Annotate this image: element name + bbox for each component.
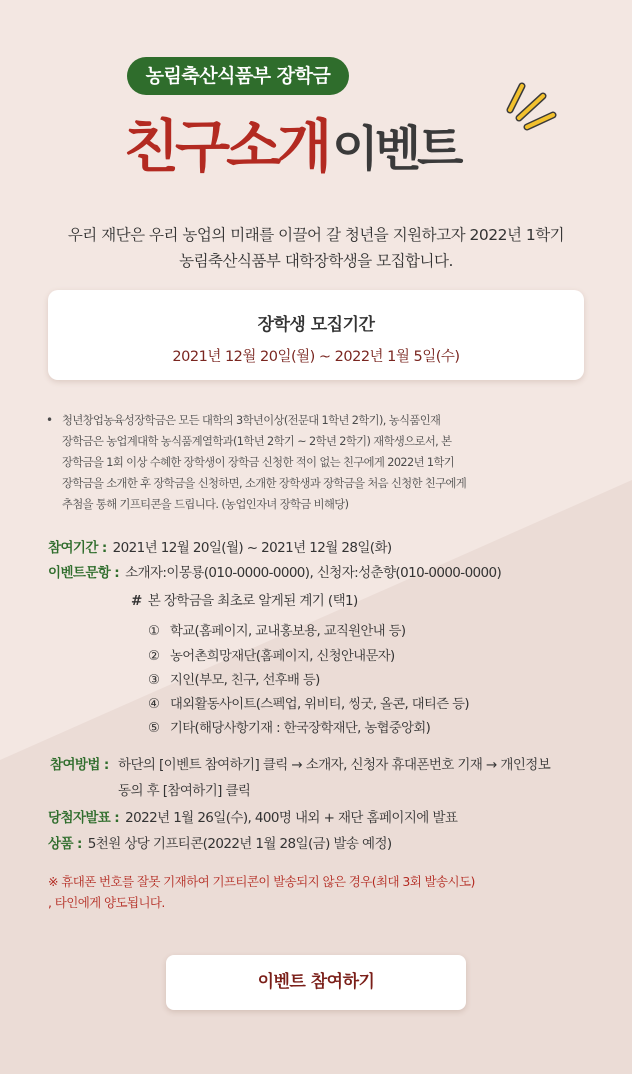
event-items-value: 소개자:이몽룡(010-0000-0000), 신청자:성춘향(010-0000-0000) — [125, 565, 502, 581]
title-red-text: 친구소개 — [124, 114, 329, 180]
winner-value: 2022년 1월 26일(수), 400명 내외 + 재단 홈페이지에 발표 — [125, 810, 458, 826]
option-item — [148, 693, 469, 712]
option-number: ④ — [148, 697, 160, 712]
notice-line: 장학금을 1회 이상 수혜한 장학생이 장학금 신청한 적이 없는 친구에게 2022년 1학기 — [62, 456, 455, 469]
intro-line-2: 농림축산식품부 대학장학생을 모집합니다. — [179, 252, 453, 270]
option-text: 기타(해당사항기재 : 한국장학재단, 농협중앙회) — [170, 721, 431, 736]
hash-mark: # — [131, 593, 142, 609]
notice-line: 장학금을 소개한 후 장학금을 신청하면, 소개한 장학생과 장학금을 처음 신청한 친구에게 — [62, 477, 467, 490]
question-heading — [131, 589, 358, 609]
join-event-button[interactable]: 이벤트 참여하기 — [166, 955, 466, 1010]
participation-method — [50, 752, 595, 804]
event-notice — [46, 410, 546, 515]
option-number: ① — [148, 624, 160, 639]
burst-icon — [505, 82, 561, 132]
option-item — [148, 717, 430, 736]
notice-line: 청년창업농육성장학금은 모든 대학의 3학년이상(전문대 1학년 2학기), 농식품인재 — [62, 414, 441, 427]
scholarship-badge: 농림축산식품부 장학금 — [127, 57, 349, 95]
prize-label: 상품 : — [48, 836, 82, 852]
participation-period-row — [48, 536, 392, 556]
option-text: 대외활동사이트(스펙업, 위비티, 씽굿, 올콘, 대티즌 등) — [170, 697, 469, 712]
prize-value: 5천원 상당 기프티콘(2022년 1월 28일(금) 발송 예정) — [87, 836, 392, 852]
event-title — [124, 112, 459, 182]
option-number: ③ — [148, 673, 160, 688]
recruit-period-box — [48, 290, 584, 380]
prize-row — [48, 832, 392, 852]
event-items-label: 이벤트문항 : — [48, 565, 120, 581]
winner-label: 당첨자발표 : — [48, 810, 120, 826]
warning-line-1: ※ 휴대폰 번호를 잘못 기재하여 기프티콘이 발송되지 않은 경우(최대 3회 발송시도) — [48, 874, 475, 889]
option-text: 지인(부모, 친구, 선후배 등) — [170, 673, 320, 688]
method-line-2: 동의 후 [참여하기] 클릭 — [118, 783, 251, 799]
option-item — [148, 645, 395, 664]
method-line-1: 하단의 [이벤트 참여하기] 클릭 → 소개자, 신청자 휴대폰번호 기재 → 개인정보 — [118, 757, 551, 773]
option-text: 농어촌희망재단(홈페이지, 신청안내문자) — [170, 649, 395, 664]
title-dark-text: 이벤트 — [332, 121, 460, 177]
question-text: 본 장학금을 최초로 알게된 계기 (택1) — [147, 593, 358, 609]
option-item — [148, 669, 320, 688]
period-dates: 2021년 12월 20일(월) ~ 2022년 1월 5일(수) — [172, 349, 460, 365]
period-title: 장학생 모집기간 — [257, 315, 375, 335]
notice-bullet: • — [46, 413, 53, 427]
notice-line: 추첨을 통해 기프티콘을 드립니다. (농업인자녀 장학금 비해당) — [62, 498, 349, 511]
option-text: 학교(홈페이지, 교내홍보용, 교직원안내 등) — [170, 624, 406, 639]
warning-line-2: , 타인에게 양도됩니다. — [48, 895, 165, 910]
event-items-row — [48, 561, 501, 581]
intro-text — [20, 222, 612, 274]
warning-note — [48, 871, 548, 913]
notice-line: 장학금은 농업계대학 농식품계열학과(1학년 2학기 ~ 2학년 2학기) 재학생으로서, 본 — [62, 435, 452, 448]
option-number: ⑤ — [148, 721, 160, 736]
method-label: 참여방법 : — [50, 757, 109, 773]
participation-period-value: 2021년 12월 20일(월) ~ 2021년 12월 28일(화) — [112, 540, 392, 556]
participation-period-label: 참여기간 : — [48, 540, 107, 556]
intro-line-1: 우리 재단은 우리 농업의 미래를 이끌어 갈 청년을 지원하고자 2022년 1학기 — [67, 226, 565, 244]
option-item — [148, 620, 405, 639]
winner-announcement-row — [48, 806, 457, 826]
option-number: ② — [148, 649, 160, 664]
